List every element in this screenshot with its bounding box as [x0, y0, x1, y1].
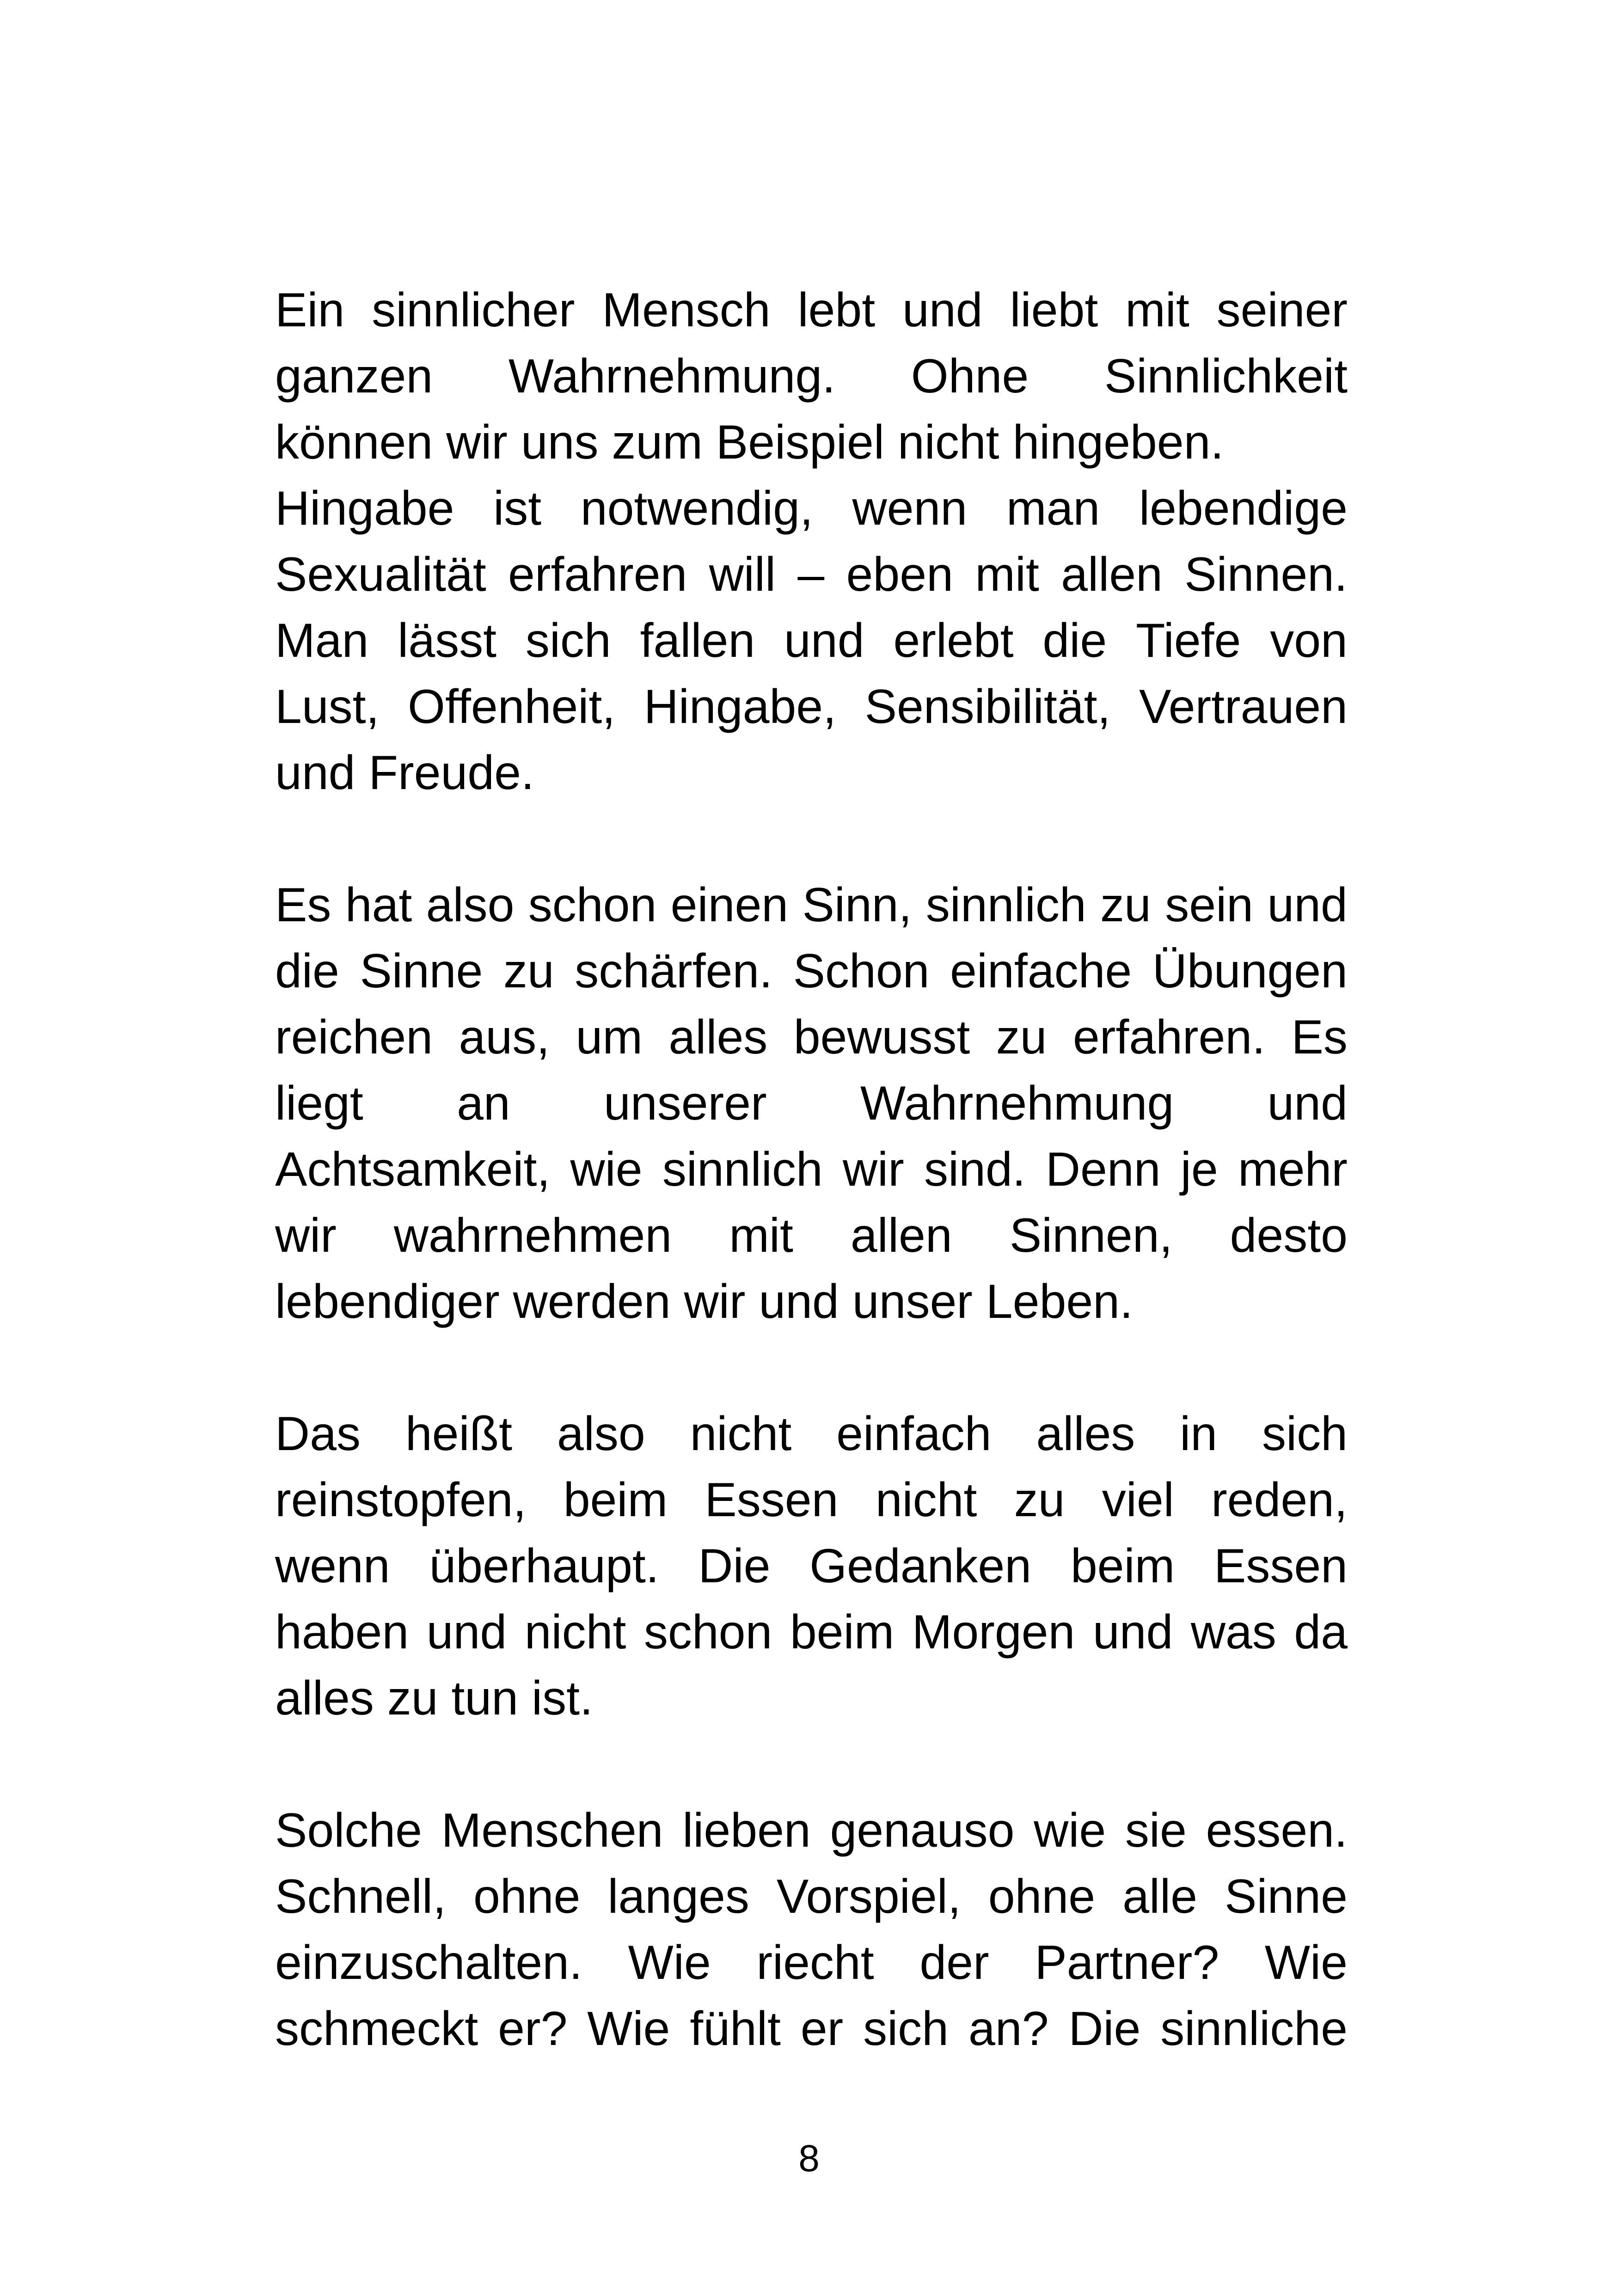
- word: will: [709, 548, 776, 601]
- paragraph-2: [275, 872, 1348, 1335]
- word: mit: [1125, 283, 1189, 337]
- word: Wie: [587, 2002, 670, 2056]
- word: Wie: [628, 1936, 711, 1990]
- word: sie: [1125, 1804, 1187, 1857]
- word: liebt: [1010, 283, 1098, 337]
- word: schon: [528, 878, 657, 932]
- word: alle: [1122, 1870, 1197, 1923]
- word: erfahren.: [1073, 1010, 1266, 1064]
- paragraph-spacer: [275, 1335, 1348, 1401]
- word: Hingabe: [275, 482, 454, 535]
- word: Solche: [275, 1804, 422, 1857]
- word: mehr: [1238, 1143, 1348, 1196]
- word: heißt: [405, 1407, 513, 1461]
- word: erfahren: [508, 548, 687, 601]
- word: alles: [1036, 1407, 1135, 1461]
- word: Sinnlichkeit: [1104, 349, 1348, 403]
- word: wir: [842, 1143, 904, 1196]
- word: von: [1270, 614, 1348, 667]
- text-line: [275, 343, 1348, 410]
- word: ganzen: [275, 349, 433, 403]
- word: überhaupt.: [429, 1539, 659, 1593]
- text-line: [275, 872, 1348, 938]
- word: Das: [275, 1407, 361, 1461]
- word: Die: [1068, 2002, 1141, 2056]
- word: Wie: [1264, 1936, 1348, 1990]
- word: und: [784, 614, 864, 667]
- word: Es: [1291, 1010, 1348, 1064]
- word: Sinne: [360, 944, 483, 998]
- text-line: und Freude.: [275, 746, 534, 800]
- word: Partner?: [1035, 1936, 1220, 1990]
- word: und: [426, 1605, 507, 1659]
- text-line: [275, 1533, 1348, 1599]
- body-text: [275, 277, 1348, 2062]
- word: ohne: [988, 1870, 1096, 1923]
- word: sinnliche: [1160, 2002, 1348, 2056]
- word: die: [1042, 614, 1107, 667]
- word: Die: [698, 1539, 771, 1593]
- word: Tiefe: [1136, 614, 1241, 667]
- word: zu: [1100, 878, 1151, 932]
- word: hat: [345, 878, 412, 932]
- text-line: [275, 1071, 1348, 1137]
- text-line: [275, 1930, 1348, 1996]
- word: Sinnen.: [1184, 548, 1348, 601]
- text-line: [275, 1599, 1348, 1665]
- word: reichen: [275, 1010, 433, 1064]
- word: desto: [1230, 1209, 1348, 1262]
- word: schmeckt: [275, 2002, 478, 2056]
- word: Man: [275, 614, 369, 667]
- word: zu: [503, 944, 554, 998]
- word: Hingabe,: [644, 680, 836, 734]
- word: sinnlicher: [372, 283, 575, 337]
- word: Ein: [275, 283, 345, 337]
- text-line: [275, 1401, 1348, 1467]
- word: nicht: [875, 1473, 977, 1527]
- word: an: [457, 1077, 510, 1130]
- word: Vorspiel,: [776, 1870, 961, 1923]
- word: einfache: [950, 944, 1132, 998]
- word: was: [1190, 1605, 1276, 1659]
- word: Menschen: [441, 1804, 663, 1857]
- text-line: [275, 938, 1348, 1004]
- word: nicht: [690, 1407, 792, 1461]
- paragraph-spacer: [275, 1732, 1348, 1798]
- paragraph-4: [275, 1798, 1348, 2062]
- word: essen.: [1206, 1804, 1348, 1857]
- word: sich: [863, 2002, 949, 2056]
- word: sein: [1165, 878, 1254, 932]
- text-line: [275, 277, 1348, 343]
- word: Übungen: [1152, 944, 1348, 998]
- word: ohne: [473, 1870, 581, 1923]
- word: Wahrnehmung.: [508, 349, 836, 403]
- word: aus,: [459, 1010, 550, 1064]
- text-line: [275, 1004, 1348, 1071]
- word: langes: [607, 1870, 749, 1923]
- word: erlebt: [893, 614, 1014, 667]
- word: Essen: [705, 1473, 839, 1527]
- word: liegt: [275, 1077, 363, 1130]
- word: Achtsamkeit,: [275, 1143, 551, 1196]
- word: zu: [996, 1010, 1047, 1064]
- word: sind.: [924, 1143, 1026, 1196]
- word: notwendig,: [580, 482, 813, 535]
- word: Mensch: [602, 283, 771, 337]
- word: da: [1294, 1605, 1348, 1659]
- word: allen: [850, 1209, 952, 1262]
- word: unserer: [604, 1077, 767, 1130]
- text-line: können wir uns zum Beispiel nicht hingeben.: [275, 416, 1224, 469]
- word: beim: [1070, 1539, 1175, 1593]
- word: und: [902, 283, 983, 337]
- word: mit: [729, 1209, 793, 1262]
- word: wahrnehmen: [393, 1209, 672, 1262]
- word: reden,: [1211, 1473, 1348, 1527]
- word: alles: [668, 1010, 768, 1064]
- word: er: [800, 2002, 844, 2056]
- text-line: [275, 1467, 1348, 1533]
- word: einen: [670, 878, 789, 932]
- page-number: 8: [798, 2137, 820, 2180]
- word: einfach: [836, 1407, 992, 1461]
- word: Lust,: [275, 680, 380, 734]
- word: Gedanken: [809, 1539, 1032, 1593]
- word: riecht: [756, 1936, 874, 1990]
- word: wie: [1034, 1804, 1106, 1857]
- word: Sinnen,: [1009, 1209, 1173, 1262]
- word: fühlt: [690, 2002, 781, 2056]
- word: reinstopfen,: [275, 1473, 527, 1527]
- text-line: [275, 608, 1348, 674]
- word: nicht: [524, 1605, 626, 1659]
- word: eben: [846, 548, 953, 601]
- text-line: [275, 1203, 1348, 1269]
- word: wir: [275, 1209, 337, 1262]
- word: und: [1092, 1605, 1173, 1659]
- word: Schnell,: [275, 1870, 446, 1923]
- word: Wahrnehmung: [860, 1077, 1174, 1130]
- word: also: [557, 1407, 645, 1461]
- word: Sensibilität,: [864, 680, 1111, 734]
- text-line: [275, 1137, 1348, 1203]
- word: wenn: [852, 482, 968, 535]
- word: wenn: [275, 1539, 390, 1593]
- paragraph-3: [275, 1401, 1348, 1732]
- paragraph-1: [275, 277, 1348, 806]
- word: je: [1180, 1143, 1218, 1196]
- word: sich: [525, 614, 611, 667]
- text-line: [275, 476, 1348, 542]
- word: bewusst: [793, 1010, 970, 1064]
- word: Vertrauen: [1139, 680, 1348, 734]
- text-line: [275, 1864, 1348, 1930]
- word: Es: [275, 878, 331, 932]
- word: einzuschalten.: [275, 1936, 582, 1990]
- word: allen: [1061, 548, 1163, 601]
- text-line: [275, 674, 1348, 740]
- text-line: alles zu tun ist.: [275, 1671, 593, 1725]
- word: zu: [1014, 1473, 1065, 1527]
- word: Ohne: [911, 349, 1029, 403]
- word: also: [426, 878, 515, 932]
- word: man: [1006, 482, 1100, 535]
- word: er?: [498, 2002, 568, 2056]
- word: lieben: [682, 1804, 811, 1857]
- word: die: [275, 944, 339, 998]
- word: schon: [644, 1605, 772, 1659]
- word: sinnlich: [662, 1143, 823, 1196]
- text-line: [275, 542, 1348, 608]
- word: Sinn,: [802, 878, 912, 932]
- word: ist: [493, 482, 542, 535]
- text-line: lebendiger werden wir und unser Leben.: [275, 1275, 1133, 1329]
- word: beim: [790, 1605, 895, 1659]
- word: –: [797, 548, 825, 601]
- word: in: [1180, 1407, 1218, 1461]
- word: viel: [1102, 1473, 1174, 1527]
- word: beim: [563, 1473, 668, 1527]
- word: und: [1267, 878, 1348, 932]
- word: lebendige: [1139, 482, 1348, 535]
- word: fallen: [640, 614, 755, 667]
- word: sinnlich: [925, 878, 1086, 932]
- word: genauso: [830, 1804, 1015, 1857]
- word: schärfen.: [575, 944, 773, 998]
- word: wie: [570, 1143, 643, 1196]
- text-line: [275, 1798, 1348, 1864]
- word: Sinne: [1224, 1870, 1348, 1923]
- word: Offenheit,: [408, 680, 616, 734]
- word: sich: [1262, 1407, 1348, 1461]
- word: seiner: [1216, 283, 1348, 337]
- word: Denn: [1045, 1143, 1161, 1196]
- word: haben: [275, 1605, 409, 1659]
- word: Essen: [1214, 1539, 1348, 1593]
- word: Morgen: [912, 1605, 1075, 1659]
- word: mit: [975, 548, 1039, 601]
- word: an?: [968, 2002, 1049, 2056]
- word: Sexualität: [275, 548, 486, 601]
- word: um: [576, 1010, 643, 1064]
- word: Schon: [793, 944, 930, 998]
- text-line: [275, 1996, 1348, 2062]
- word: und: [1267, 1077, 1348, 1130]
- paragraph-spacer: [275, 806, 1348, 872]
- word: lebt: [797, 283, 876, 337]
- word: der: [919, 1936, 989, 1990]
- word: lässt: [398, 614, 496, 667]
